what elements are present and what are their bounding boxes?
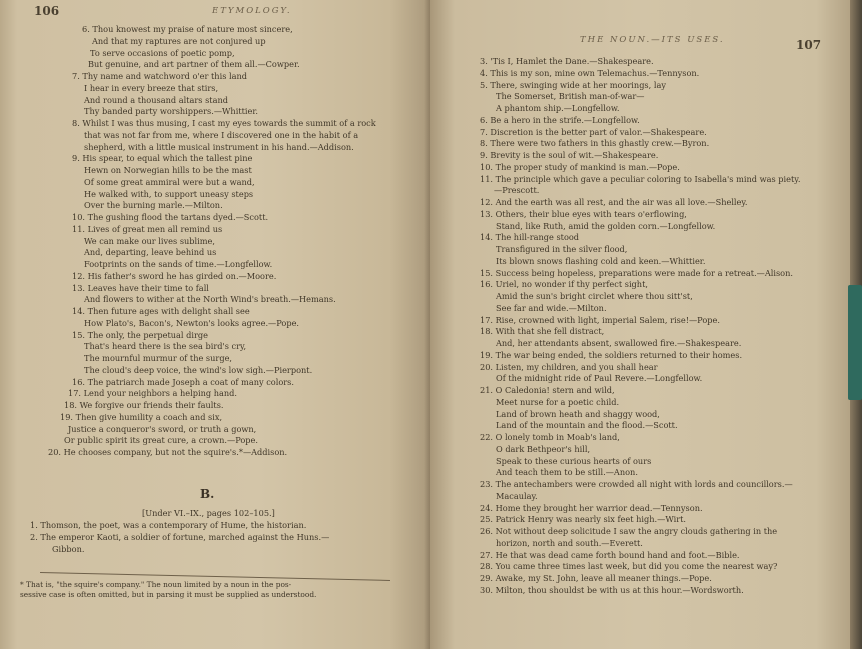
text-line: 2. The emperor Kaoti, a soldier of fortune, marched against the Huns.— [30,531,330,542]
text-line: 15. The only, the perpetual dirge [72,329,208,340]
text-line: Hewn on Norwegian hills to be the mast [84,165,252,175]
section-reference: [Under VI.–IX., pages 102–105.] [142,508,275,518]
section-b-text [30,520,425,555]
text-line: 28. You came three times last week, but did you come the nearest way? [480,561,778,572]
text-line: 18. With that she fell distract, [480,326,605,337]
text-line: sessive case is often omitted, but in parsing it must be supplied as understood. [20,590,317,599]
text-line: Stand, like Ruth, amid the golden corn.—Longfellow. [496,220,716,231]
text-line: 22. O lonely tomb in Moab's land, [480,432,620,442]
text-line: Justice a conqueror's sword, or truth a gown, [68,423,257,434]
text-line: The cloud's deep voice, the wind's low sigh.—Pierpont. [84,364,313,375]
text-line: 19. Then give humility a coach and six, [60,411,223,422]
text-line: 15. Success being hopeless, preparations were made for a retreat.—Alison. [480,267,793,278]
text-line: O dark Bethpeor's hill, [496,443,591,454]
text-line: that was not far from me, where I discovered one in the habit of a [84,129,359,140]
text-line: 7. Thy name and watchword o'er this land [72,71,248,81]
text-line: 10. The gushing flood the tartans dyed.—Scott. [72,212,269,222]
text-line: And teach them to be still.—Anon. [496,467,638,478]
text-line: shepherd, with a little musical instrument in his hand.—Addison. [84,141,354,152]
text-line: 12. And the earth was all rest, and the air was all love.—Shelley. [480,197,748,207]
text-line: But genuine, and art partner of them all.—Cowper. [88,59,300,70]
text-line: A phantom ship.—Longfellow. [496,103,620,113]
text-line: Land of brown heath and shaggy wood, [496,408,660,419]
text-line: And round a thousand altars stand [84,94,228,105]
text-line: 27. He that was dead came forth bound hand and foot.—Bible. [480,549,740,560]
text-line: 20. He chooses company, but not the squire's.*—Addison. [48,447,288,457]
text-line: Footprints on the sands of time.—Longfellow. [84,259,273,269]
text-line: 26. Not without deep solicitude I saw the angry clouds gathering in the [480,526,778,536]
text-line: Over the burning marle.—Milton. [84,200,223,211]
text-line: Speak to these curious hearts of ours [496,455,652,466]
text-line: The Somerset, British man-of-war— [496,91,645,102]
text-line: And, departing, leave behind us [84,247,217,258]
text-line: horizon, north and south.—Everett. [496,537,643,548]
text-line: 23. The antechambers were crowded all night with lords and councillors.— [480,479,793,489]
text-line: Or public spirit its great cure, a crown.—Pope. [64,435,258,446]
left-running-head: ETYMOLOGY. [212,6,292,16]
text-line: And, her attendants absent, swallowed fire.—Shakespeare. [496,338,742,348]
text-line: We can make our lives sublime, [84,235,215,246]
text-line: * That is, "the squire's company." The noun limited by a noun in the pos- [20,580,292,589]
right-page-number: 107 [796,38,822,52]
text-line: Land of the mountain and the flood.—Scott. [496,420,678,431]
text-line: 29. Awake, my St. John, leave all meaner things.—Pope. [480,573,712,583]
text-line: 13. Leaves have their time to fall [72,282,209,293]
text-line: 10. The proper study of mankind is man.—Pope. [480,161,680,172]
text-line: Macaulay. [496,490,538,501]
text-line: 17. Rise, crowned with light, imperial Salem, rise!—Pope. [480,314,720,325]
text-line: 8. There were two fathers in this ghastly crew.—Byron. [480,138,710,149]
text-line: And that my raptures are not conjured up [92,35,266,46]
section-letter: B. [200,487,215,501]
text-line: 12. His father's sword he has girded on.—Moore. [72,270,277,281]
text-line: 11. Lives of great men all remind us [72,223,223,234]
text-line: And flowers to wither at the North Wind's breath.—Hemans. [84,294,336,305]
text-line: Thy banded party worshippers.—Whittier. [84,106,258,117]
text-line: 16. The patriarch made Joseph a coat of many colors. [72,376,294,387]
text-line: Gibbon. [52,543,85,554]
text-line: How Plato's, Bacon's, Newton's looks agree.—Pope. [84,317,300,328]
text-line: 4. This is my son, mine own Telemachus.—Tennyson. [480,67,700,78]
text-line: 1. Thomson, the poet, was a contemporary of Hume, the historian. [30,520,307,530]
text-line: 8. Whilst I was thus musing, I cast my eyes towards the summit of a rock [72,118,376,128]
text-line: Transfigured in the silver flood, [496,244,628,254]
text-line: I hear in every breeze that stirs, [84,82,219,93]
text-line: Of some great ammiral were but a wand, [84,176,255,187]
text-line: Of the midnight ride of Paul Revere.—Longfellow. [496,373,703,384]
text-line: 5. There, swinging wide at her moorings, lay [480,79,666,90]
right-running-head: THE NOUN.—ITS USES. [580,35,725,45]
text-line: 9. His spear, to equal which the tallest pine [72,153,253,164]
text-line: 7. Discretion is the better part of valor.—Shakespeare. [480,126,707,137]
bookmark-tab [848,285,862,400]
text-line: 24. Home they brought her warrior dead.—Tennyson. [480,502,703,513]
text-line: 17. Lend your neighbors a helping hand. [68,388,237,399]
footnote-text [20,580,420,600]
text-line: That's heard there is the sea bird's cry, [84,341,247,352]
right-page [430,0,850,649]
text-line: 3. 'Tis I, Hamlet the Dane.—Shakespeare. [480,56,654,66]
text-line: 14. Then future ages with delight shall see [72,306,250,316]
left-body-text [48,24,418,459]
text-line: He walked with, to support uneasy steps [84,188,254,199]
text-line: 9. Brevity is the soul of wit.—Shakespeare. [480,150,659,160]
text-line: 19. The war being ended, the soldiers returned to their homes. [480,349,743,360]
text-line: 13. Others, their blue eyes with tears o'erflowing, [480,208,687,219]
text-line: 6. Be a hero in the strife.—Longfellow. [480,114,640,125]
text-line: See far and wide.—Milton. [496,302,607,313]
text-line: 16. Uriel, no wonder if thy perfect sight, [480,279,648,290]
text-line: Meet nurse for a poetic child. [496,396,620,407]
text-line: 30. Milton, thou shouldst be with us at this hour.—Wordsworth. [480,584,744,595]
right-body-text [476,56,848,597]
left-page-number: 106 [34,4,60,18]
text-line: 11. The principle which gave a peculiar coloring to Isabella's mind was piety. [480,173,801,184]
text-line: The mournful murmur of the surge, [84,353,233,363]
text-line: 25. Patrick Henry was nearly six feet high.—Wirt. [480,514,687,525]
text-line: —Prescott. [494,185,540,196]
text-line: 21. O Caledonia! stern and wild, [480,385,615,395]
text-line: 14. The hill-range stood [480,232,580,243]
text-line: Amid the sun's bright circlet where thou sitt'st, [496,291,693,301]
text-line: Its blown snows flashing cold and keen.—Whittier. [496,255,706,266]
text-line: 20. Listen, my children, and you shall hear [480,361,658,372]
text-line: To serve occasions of poetic pomp, [90,47,235,58]
text-line: 6. Thou knowest my praise of nature most sincere, [82,24,293,34]
text-line: 18. We forgive our friends their faults. [64,400,224,410]
